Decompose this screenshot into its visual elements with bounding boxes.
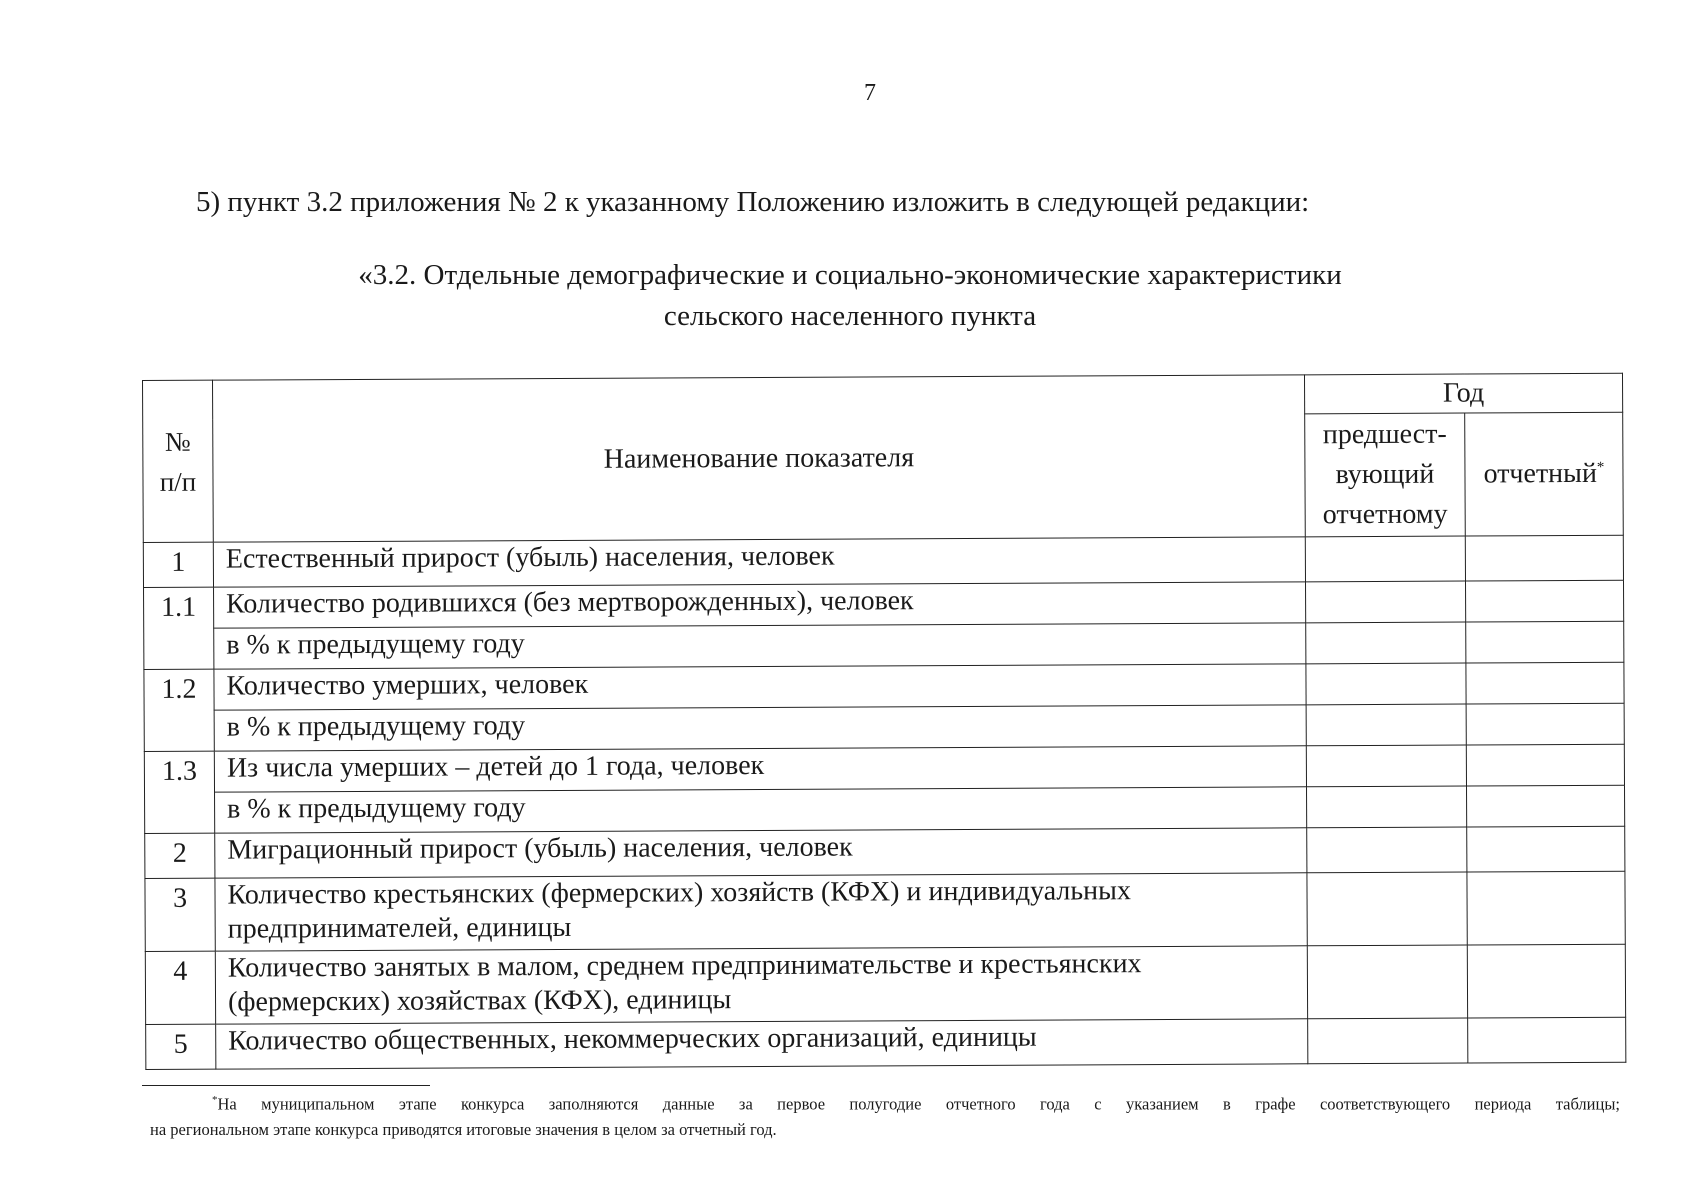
row-indicator-name: в % к предыдущему году — [214, 623, 1306, 669]
table-row — [144, 703, 1624, 751]
value-current-year[interactable] — [1467, 826, 1625, 872]
value-current-year[interactable] — [1467, 785, 1625, 827]
value-previous-year[interactable] — [1307, 827, 1467, 873]
table-row — [144, 621, 1624, 669]
header-previous-line3: отчетному — [1322, 498, 1448, 531]
header-number-line2: п/п — [159, 466, 197, 497]
row-indicator-name: Естественный прирост (убыль) населения, человек — [213, 537, 1305, 587]
row-number: 2 — [145, 833, 215, 878]
row-indicator-name: Из числа умерших – детей до 1 года, человек — [214, 746, 1306, 792]
footnote-divider — [142, 1085, 430, 1086]
table-row — [143, 535, 1623, 587]
row-indicator-name: Количество крестьянских (фермерских) хозяйств (КФХ) и индивидуальных предпринимателей, единицы — [215, 873, 1307, 951]
row-number: 5 — [146, 1024, 216, 1069]
row-indicator-name: Количество родившихся (без мертворожденных), человек — [214, 582, 1306, 628]
value-previous-year[interactable] — [1306, 581, 1466, 623]
value-previous-year[interactable] — [1308, 1018, 1468, 1064]
header-indicator-name: Наименование показателя — [213, 375, 1306, 542]
row-indicator-name: в % к предыдущему году — [214, 705, 1306, 751]
footnote — [150, 1088, 1620, 1142]
header-current-year — [1465, 412, 1624, 536]
value-previous-year[interactable] — [1306, 622, 1466, 664]
page-number: 7 — [864, 80, 876, 106]
value-current-year[interactable] — [1465, 580, 1623, 622]
row-number: 1 — [143, 542, 213, 587]
header-current-label: отчетный — [1483, 457, 1598, 490]
row-indicator-name: Количество занятых в малом, среднем предпринимательстве и крестьянских (фермерских) хозяйствах (КФХ), единицы — [215, 946, 1307, 1024]
row-number: 1.3 — [144, 751, 214, 833]
row-indicator-name: Количество умерших, человек — [214, 664, 1306, 710]
header-previous-year — [1305, 413, 1466, 537]
value-current-year[interactable] — [1467, 871, 1625, 945]
table-row — [144, 580, 1624, 628]
footnote-mark: * — [212, 1094, 218, 1106]
row-number: 4 — [145, 951, 215, 1024]
value-previous-year[interactable] — [1305, 536, 1465, 582]
header-number-line1: № — [164, 426, 191, 457]
row-number: 3 — [145, 878, 215, 951]
table-row — [145, 785, 1625, 833]
value-previous-year[interactable] — [1306, 704, 1466, 746]
table-row — [144, 744, 1624, 792]
row-indicator-name: Количество общественных, некоммерческих организаций, единицы — [216, 1019, 1308, 1069]
value-previous-year[interactable] — [1306, 663, 1466, 705]
intro-text: 5) пункт 3.2 приложения № 2 к указанному Положению изложить в следующей редакции: — [196, 186, 1310, 218]
table-row — [144, 662, 1624, 710]
table-row — [145, 871, 1625, 951]
row-number: 1.1 — [144, 587, 214, 669]
footnote-mark: * — [1596, 459, 1605, 476]
value-previous-year[interactable] — [1307, 945, 1467, 1019]
value-previous-year[interactable] — [1307, 786, 1467, 828]
section-heading — [350, 255, 1350, 337]
footnote-line2: на региональном этапе конкурса приводятся итоговые значения в целом за отчетный год. — [150, 1119, 777, 1139]
value-previous-year[interactable] — [1306, 745, 1466, 787]
row-number: 1.2 — [144, 669, 214, 751]
section-heading-line1: «3.2. Отдельные демографические и социально-экономические характеристики — [358, 259, 1342, 291]
value-current-year[interactable] — [1467, 944, 1625, 1018]
value-current-year[interactable] — [1468, 1017, 1626, 1063]
footnote-line1-text: На муниципальном этапе конкурса заполняются данные за первое полугодие отчетного года с указанием в графе соответствующего периода таблицы; — [217, 1094, 1620, 1114]
indicators-table — [142, 373, 1626, 1070]
footnote-line1 — [150, 1088, 1620, 1117]
header-previous-line1: предшест- — [1322, 418, 1447, 451]
value-current-year[interactable] — [1465, 535, 1623, 581]
value-current-year[interactable] — [1466, 662, 1624, 704]
table-row — [145, 826, 1625, 878]
header-previous-line2: вующий — [1335, 458, 1435, 491]
value-current-year[interactable] — [1466, 703, 1624, 745]
value-current-year[interactable] — [1466, 621, 1624, 663]
table-row — [145, 944, 1625, 1024]
header-number — [143, 380, 214, 542]
value-previous-year[interactable] — [1307, 872, 1467, 946]
section-heading-line2: сельского населенного пункта — [663, 300, 1037, 332]
table-row — [146, 1017, 1626, 1069]
header-year: Год — [1304, 373, 1622, 414]
row-indicator-name: Миграционный прирост (убыль) населения, человек — [215, 828, 1307, 878]
row-indicator-name: в % к предыдущему году — [215, 787, 1307, 833]
value-current-year[interactable] — [1466, 744, 1624, 786]
